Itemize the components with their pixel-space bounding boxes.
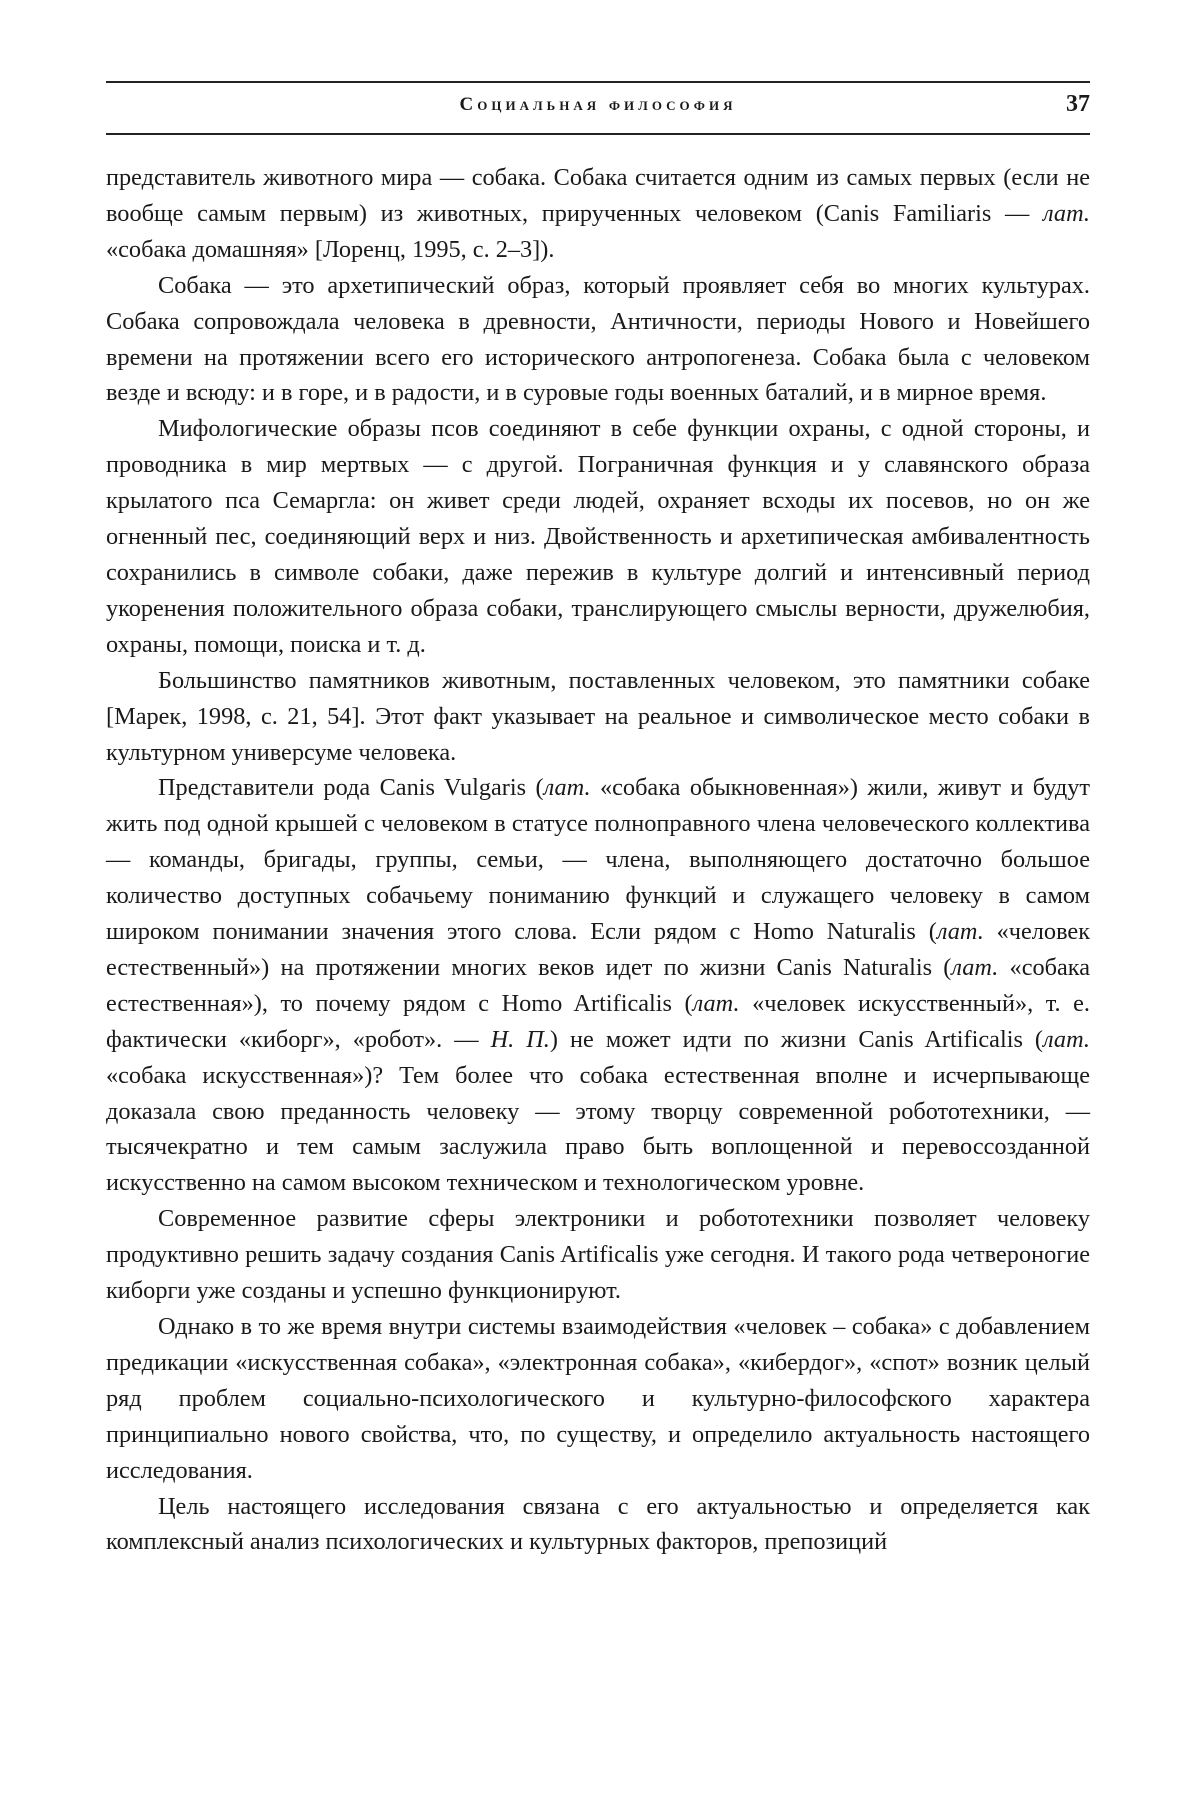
italic-text: лат. <box>951 953 999 981</box>
text-run: ) не может идти по жизни Canis Artificalis ( <box>549 1025 1044 1053</box>
paragraph <box>106 268 1090 412</box>
italic-text: лат. <box>936 918 984 946</box>
italic-text: лат. <box>692 989 740 1017</box>
italic-text: лат. <box>1043 1025 1090 1053</box>
page-number: 37 <box>1066 91 1090 117</box>
text-run: представитель животного мира — собака. Собака считается одним из самых первых (если не вообще самым первым) из животных, прирученных человеком (Canis Familiaris — <box>106 164 1090 227</box>
running-header-title: Социальная философия <box>459 94 737 115</box>
paragraph <box>106 1201 1090 1309</box>
paragraph <box>106 160 1090 268</box>
text-run: Большинство памятников животным, поставленных человеком, это памятники собаке [Марек, 1998, с. 21, 54]. Этот факт указывает на реальное и символическое место собаки в культурном универсуме человека. <box>106 666 1090 766</box>
text-run: Собака — это архетипический образ, который проявляет себя во многих культурах. Собака сопровождала человека в древности, Античности, периоды Нового и Новейшего времени на протяжении всего его исторического антропогенеза. Собака была с человеком везде и всюду: и в горе, и в радости, и в суровые годы военных баталий, и в мирное время. <box>106 271 1090 407</box>
italic-text: Н. П. <box>490 1025 550 1053</box>
text-run: Современное развитие сферы электроники и робототехники позволяет человеку продуктивно решить задачу создания Canis Artificalis уже сегодня. И такого рода четвероногие киборги уже созданы и успешно функционируют. <box>106 1205 1090 1305</box>
text-run: Представители рода Canis Vulgaris ( <box>158 774 544 802</box>
text-run: Мифологические образы псов соединяют в себе функции охраны, с одной стороны, и проводника в мир мертвых — с другой. Пограничная функция и у славянского образа крылатого пса Семаргла: он живет среди людей, охраняет всходы их посевов, но он же огненный пес, соединяющий верх и низ. Двойственность и архетипическая амбивалентность сохранились в символе собаки, даже пережив в культуре долгий и интенсивный период укоренения положительного образа собаки, транслирующего смыслы верности, дружелюбия, охраны, помощи, поиска и т. д. <box>106 415 1090 658</box>
text-run: Однако в то же время внутри системы взаимодействия «человек – собака» с добавлением предикации «искусственная собака», «электронная собака», «кибердог», «спот» возник целый ряд проблем социально-психологического и культурно-философского характера принципиально нового свойства, что, по существу, и определило актуальность настоящего исследования. <box>106 1313 1090 1484</box>
paragraph <box>106 1309 1090 1489</box>
paragraph <box>106 770 1090 1201</box>
text-run: «собака естественная»), то почему рядом с Homo Artificalis ( <box>106 953 1090 1017</box>
text-run: «человек искусственный», т. е. фактически «киборг», «робот». — <box>106 989 1090 1053</box>
text-run: «собака домашняя» [Лоренц, 1995, с. 2–3]). <box>106 235 555 263</box>
text-run: Цель настоящего исследования связана с его актуальностью и определяется как комплексный анализ психологических и культурных факторов, препозиций <box>106 1492 1090 1556</box>
paragraph <box>106 663 1090 771</box>
running-header <box>106 81 1090 135</box>
paragraph <box>106 1489 1090 1561</box>
text-run: «собака искусственная»)? Тем более что собака естественная вполне и исчерпывающе доказала свою преданность человеку — этому творцу современной робототехники, — тысячекратно и тем самым заслужила право быть воплощенной и перевоссозданной искусственно на самом высоком техническом и технологическом уровне. <box>106 1061 1090 1197</box>
text-run: «собака обыкновенная») жили, живут и будут жить под одной крышей с человеком в статусе полноправного члена человеческого коллектива — команды, бригады, группы, семьи, — члена, выполняющего достаточно большое количество доступных собачьему пониманию функций и служащего человеку в самом широком понимании значения этого слова. Если рядом с Homo Naturalis ( <box>106 774 1090 946</box>
body-text <box>106 160 1090 1560</box>
italic-text: лат. <box>543 774 591 802</box>
paragraph <box>106 411 1090 662</box>
italic-text: лат. <box>1043 199 1090 227</box>
text-run: «человек естественный») на протяжении многих веков идет по жизни Canis Naturalis ( <box>106 918 1091 981</box>
